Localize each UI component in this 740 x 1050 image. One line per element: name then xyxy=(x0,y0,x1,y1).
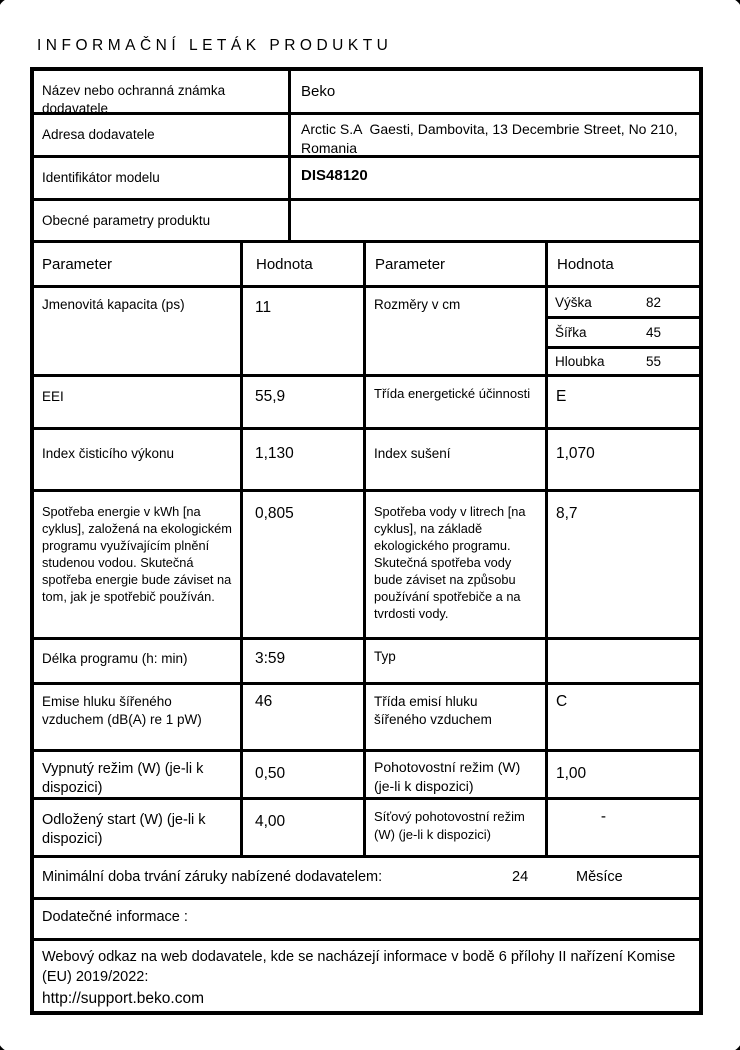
row-off-standby-mode xyxy=(34,752,699,800)
dimension-width-row xyxy=(548,319,699,349)
page-frame-corner-top-left xyxy=(0,0,24,24)
dimension-height-label: Výška xyxy=(555,294,592,310)
row-web-link xyxy=(34,941,699,1011)
general-parameters-value xyxy=(291,201,699,240)
supplier-address-value: Arctic S.A Gaesti, Dambovita, 13 Decembrie Street, No 210, Romania xyxy=(301,121,682,155)
dimension-height-value: 82 xyxy=(645,294,661,310)
water-consumption-label: Spotřeba vody v litrech [na cyklus], na základě ekologického programu. Skutečná spotřeba vody bude záviset na způsobu používání spotřebiče a na tvrdosti vody. xyxy=(366,492,548,637)
header-value-1: Hodnota xyxy=(243,243,366,285)
eei-value: 55,9 xyxy=(243,377,366,427)
row-eei-energy-class xyxy=(34,377,699,430)
type-value xyxy=(548,640,699,682)
noise-emission-value: 46 xyxy=(243,685,366,749)
product-table xyxy=(30,67,703,1015)
row-noise-emission-class xyxy=(34,685,699,752)
noise-class-value: C xyxy=(556,693,568,710)
page-title: INFORMAČNÍ LETÁK PRODUKTU xyxy=(37,37,393,54)
eei-label: EEI xyxy=(34,377,243,427)
row-capacity-dimensions xyxy=(34,288,699,377)
water-consumption-value: 8,7 xyxy=(556,505,578,522)
drying-index-value: 1,070 xyxy=(556,445,595,462)
row-model-identifier xyxy=(34,158,699,201)
warranty-label: Minimální doba trvání záruky nabízené dodavatelem: xyxy=(42,869,383,885)
model-identifier-label: Identifikátor modelu xyxy=(34,158,291,198)
dimension-depth-label: Hloubka xyxy=(555,354,605,369)
row-supplier-name xyxy=(34,71,699,115)
dimension-width-label: Šířka xyxy=(555,325,587,340)
row-warranty xyxy=(34,858,699,900)
row-duration-type xyxy=(34,640,699,685)
standby-mode-label: Pohotovostní režim (W) (je-li k dispozici) xyxy=(366,752,548,797)
off-mode-value: 0,50 xyxy=(243,752,366,797)
web-link-text: Webový odkaz na web dodavatele, kde se nacházejí informace v bodě 6 přílohy II nařízení Komise (EU) 2019/2022: xyxy=(42,949,676,985)
header-value-2: Hodnota xyxy=(557,256,614,273)
row-general-parameters xyxy=(34,201,699,243)
type-label: Typ xyxy=(366,640,548,682)
additional-info-label: Dodatečné informace : xyxy=(42,909,188,925)
page-frame-corner-top-right xyxy=(716,0,740,24)
row-additional-info xyxy=(34,900,699,941)
cleaning-index-label: Index čisticího výkonu xyxy=(34,430,243,489)
dimensions-subtable xyxy=(548,288,699,374)
model-identifier-value: DIS48120 xyxy=(301,167,368,184)
general-parameters-label: Obecné parametry produktu xyxy=(34,201,291,240)
web-link-url: http://support.beko.com xyxy=(42,990,204,1007)
dimension-height-row xyxy=(548,288,699,319)
page-frame-corner-bottom-left xyxy=(0,1026,24,1050)
row-cleaning-drying-index xyxy=(34,430,699,492)
header-parameter-2: Parameter xyxy=(366,243,548,285)
energy-consumption-value: 0,805 xyxy=(243,492,366,637)
dimensions-label: Rozměry v cm xyxy=(366,288,548,374)
cleaning-index-value: 1,130 xyxy=(243,430,366,489)
row-table-header xyxy=(34,243,699,288)
supplier-name-value: Beko xyxy=(301,83,336,100)
energy-class-value: E xyxy=(556,388,567,405)
program-duration-label: Délka programu (h: min) xyxy=(34,640,243,682)
dimension-width-value: 45 xyxy=(645,325,661,340)
row-supplier-address xyxy=(34,115,699,158)
noise-class-label: Třída emisí hluku šířeného vzduchem xyxy=(366,685,548,749)
supplier-address-label: Adresa dodavatele xyxy=(34,115,291,155)
warranty-unit: Měsíce xyxy=(576,869,623,885)
energy-class-label: Třída energetické účinnosti xyxy=(366,377,548,427)
networked-standby-label: Síťový pohotovostní režim (W) (je-li k dispozici) xyxy=(366,800,548,855)
off-mode-label: Vypnutý režim (W) (je-li k dispozici) xyxy=(34,752,243,797)
dimension-depth-value: 55 xyxy=(645,354,661,369)
delayed-start-value: 4,00 xyxy=(243,800,366,855)
warranty-value: 24 xyxy=(512,869,529,885)
program-duration-value: 3:59 xyxy=(243,640,366,682)
rated-capacity-value: 11 xyxy=(243,288,366,374)
rated-capacity-label: Jmenovitá kapacita (ps) xyxy=(34,288,243,374)
standby-mode-value: 1,00 xyxy=(556,765,587,782)
drying-index-label: Index sušení xyxy=(366,430,548,489)
delayed-start-label: Odložený start (W) (je-li k dispozici) xyxy=(34,800,243,855)
noise-emission-label: Emise hluku šířeného vzduchem (dB(A) re 1 pW) xyxy=(34,685,243,749)
row-energy-water-consumption xyxy=(34,492,699,640)
networked-standby-value: - xyxy=(600,808,607,825)
dimension-depth-row xyxy=(548,349,699,374)
row-delayed-start-networked-standby xyxy=(34,800,699,858)
page-frame-corner-bottom-right xyxy=(716,1026,740,1050)
supplier-name-label: Název nebo ochranná známka dodavatele xyxy=(34,71,291,112)
energy-consumption-label: Spotřeba energie v kWh [na cyklus], založená na ekologickém programu využívajícím plnění studenou vodou. Skutečná spotřeba energie bude záviset na tom, jak je spotřebič používán. xyxy=(34,492,243,637)
header-parameter-1: Parameter xyxy=(34,243,243,285)
